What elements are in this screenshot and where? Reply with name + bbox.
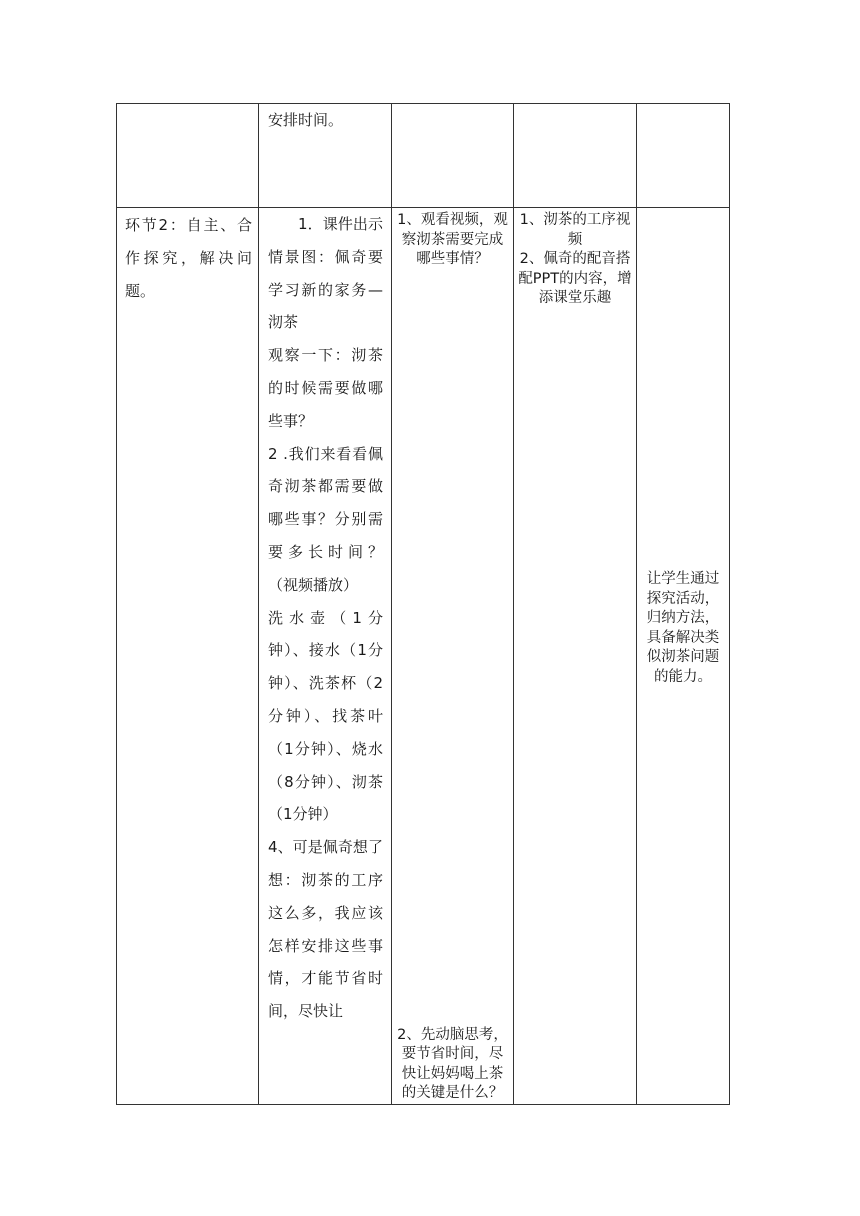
activity-paragraph: 观察一下：沏茶的时候需要做哪些事？	[268, 346, 383, 430]
activity-paragraph: 1．课件出示情景图：佩奇要学习新的家务—沏茶	[268, 215, 383, 332]
student-activity-2: 2、先动脑思考，要节省时间，尽快让妈妈喝上茶的关键是什么？	[397, 1026, 508, 1102]
table-row	[117, 208, 730, 1105]
lesson-plan-table	[116, 103, 730, 1105]
table-cell	[117, 208, 259, 1105]
table-cell	[637, 208, 730, 1105]
media-resources	[514, 208, 636, 309]
stage-title: 环节2：自主、合作探究，解决问题。	[125, 216, 252, 300]
teacher-activity	[259, 208, 391, 1028]
design-intent: 让学生通过探究活动，归纳方法，具备解决类似沏茶问题的能力。	[646, 571, 720, 685]
activity-paragraph: 洗水壶（1分钟）、接水（1分钟）、洗茶杯（2分钟）、找茶叶（1分钟）、烧水（8分钟）、沏茶（1分钟）	[268, 608, 383, 824]
table-cell	[514, 208, 637, 1105]
table-cell	[392, 104, 514, 208]
cell-text: 安排时间。	[268, 111, 344, 129]
table-cell	[117, 104, 259, 208]
table-cell	[637, 104, 730, 208]
resource-item: 2、佩奇的配音搭配PPT的内容，增添课堂乐趣	[518, 251, 632, 307]
student-activity-1: 1、观看视频，观察沏茶需要完成哪些事情？	[397, 212, 508, 268]
table-cell	[514, 104, 637, 208]
table-cell	[259, 104, 392, 208]
table-cell	[259, 208, 392, 1105]
activity-paragraph: 2 .我们来看看佩奇沏茶都需要做哪些事？分别需要多长时间？（视频播放）	[268, 444, 383, 594]
activity-paragraph: 4、可是佩奇想了想：沏茶的工序这么多，我应该怎样安排这些事情，才能节省时间，尽快让	[268, 838, 383, 1021]
table-row	[117, 104, 730, 208]
table-cell	[392, 208, 514, 1105]
resource-item: 1、沏茶的工序视频	[519, 212, 631, 248]
